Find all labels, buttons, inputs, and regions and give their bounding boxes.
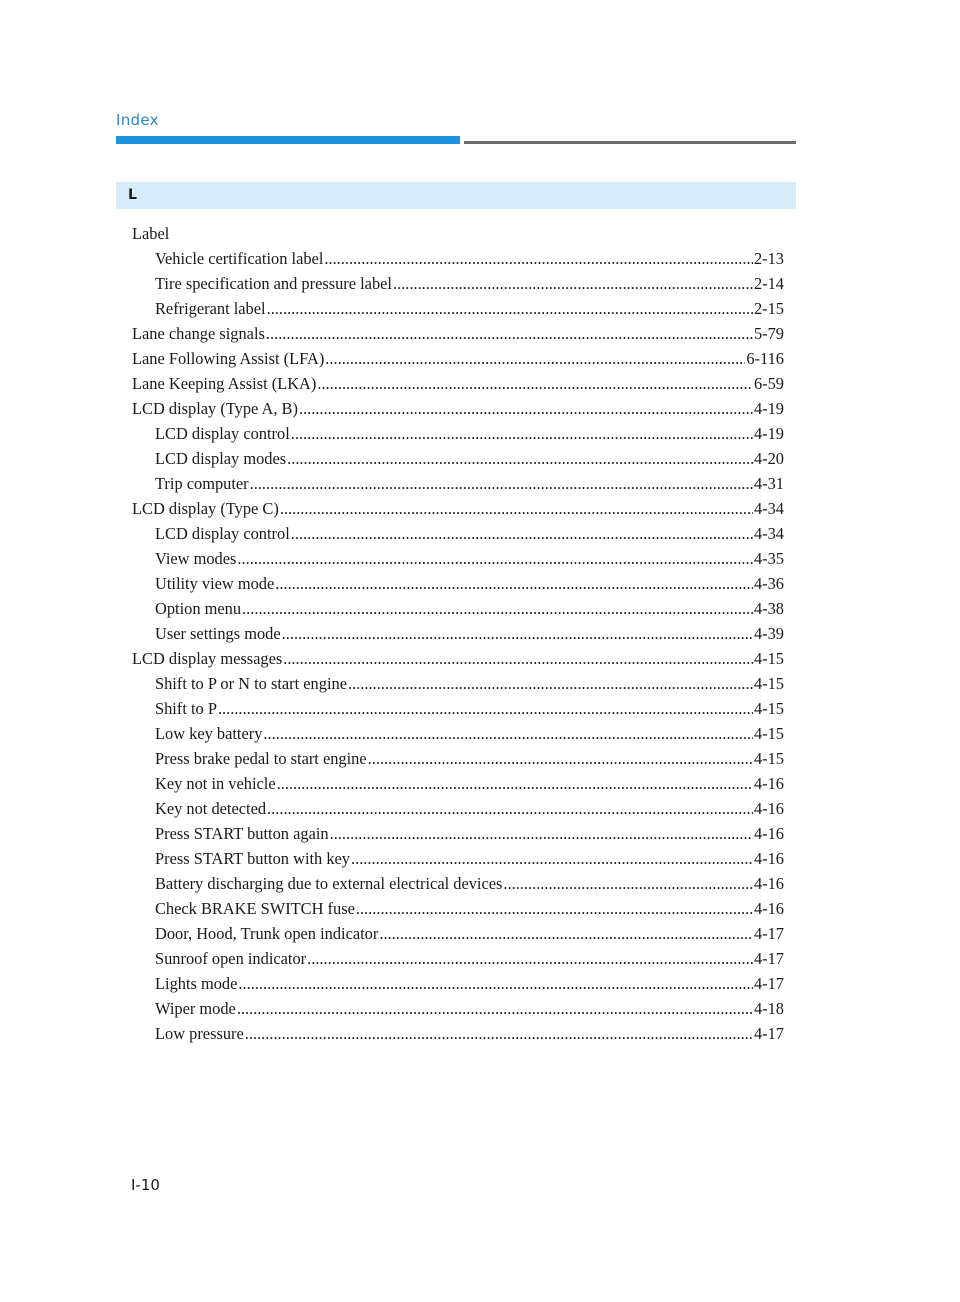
dot-leader <box>287 446 753 471</box>
index-entry-list <box>132 221 784 1046</box>
index-subentry <box>132 546 784 571</box>
index-term: Low pressure <box>155 1024 244 1043</box>
dot-leader <box>324 246 753 271</box>
dot-leader <box>291 421 753 446</box>
index-page-ref[interactable]: 4-16 <box>753 874 784 893</box>
index-term: Lane change signals <box>132 324 265 343</box>
index-entry <box>132 646 784 671</box>
index-page-ref[interactable]: 4-15 <box>753 724 784 743</box>
index-entry <box>132 221 784 246</box>
index-page-ref[interactable]: 4-39 <box>753 624 784 643</box>
index-page-ref[interactable]: 4-19 <box>753 399 784 418</box>
index-term: Press brake pedal to start engine <box>155 749 367 768</box>
index-page-ref[interactable]: 4-15 <box>753 699 784 718</box>
index-term: LCD display modes <box>155 449 287 468</box>
index-page-ref[interactable]: 2-13 <box>753 249 784 268</box>
index-page-ref[interactable]: 4-17 <box>753 924 784 943</box>
dot-leader <box>299 396 753 421</box>
index-page-ref[interactable]: 4-34 <box>753 524 784 543</box>
index-page-ref[interactable]: 2-15 <box>753 299 784 318</box>
index-term: Trip computer <box>155 474 249 493</box>
index-page-ref[interactable]: 4-15 <box>753 649 784 668</box>
index-subentry <box>132 1021 784 1046</box>
index-page-ref[interactable]: 4-18 <box>753 999 784 1018</box>
dot-leader <box>263 721 753 746</box>
index-subentry <box>132 746 784 771</box>
index-term: Option menu <box>155 599 242 618</box>
index-page-ref[interactable]: 4-34 <box>753 499 784 518</box>
index-term: Key not in vehicle <box>155 774 276 793</box>
index-subentry <box>132 696 784 721</box>
header-rule <box>464 141 796 144</box>
dot-leader <box>368 746 753 771</box>
index-term: LCD display messages <box>132 649 283 668</box>
index-subentry <box>132 771 784 796</box>
index-term: Lane Keeping Assist (LKA) <box>132 374 317 393</box>
index-term: Utility view mode <box>155 574 275 593</box>
index-subentry <box>132 446 784 471</box>
index-subentry <box>132 796 784 821</box>
section-letter: L <box>128 187 137 203</box>
index-subentry <box>132 471 784 496</box>
index-term: Press START button with key <box>155 849 351 868</box>
dot-leader <box>277 771 753 796</box>
index-entry <box>132 371 784 396</box>
index-subentry <box>132 271 784 296</box>
index-page-ref[interactable]: 4-16 <box>753 849 784 868</box>
index-subentry <box>132 621 784 646</box>
index-term: LCD display (Type A, B) <box>132 399 298 418</box>
index-subentry <box>132 896 784 921</box>
index-subentry <box>132 996 784 1021</box>
page-number: I-10 <box>131 1176 160 1194</box>
index-page-ref[interactable]: 4-17 <box>753 949 784 968</box>
index-term: Battery discharging due to external electrical devices <box>155 874 503 893</box>
index-term: Wiper mode <box>155 999 236 1018</box>
index-term: LCD display control <box>155 524 290 543</box>
index-page-ref[interactable]: 4-16 <box>753 799 784 818</box>
index-term: Sunroof open indicator <box>155 949 307 968</box>
dot-leader <box>280 496 753 521</box>
index-page-ref[interactable]: 4-35 <box>753 549 784 568</box>
index-term: Door, Hood, Trunk open indicator <box>155 924 379 943</box>
index-term: Refrigerant label <box>155 299 266 318</box>
index-term: Shift to P or N to start engine <box>155 674 347 693</box>
index-subentry <box>132 921 784 946</box>
header-accent-bar <box>116 136 460 144</box>
index-subentry <box>132 821 784 846</box>
dot-leader <box>245 1021 753 1046</box>
dot-leader <box>393 271 753 296</box>
dot-leader <box>330 821 753 846</box>
dot-leader <box>291 521 753 546</box>
index-term: LCD display (Type C) <box>132 499 279 518</box>
index-entry <box>132 321 784 346</box>
dot-leader <box>237 546 753 571</box>
index-term: Low key battery <box>155 724 263 743</box>
section-heading-band <box>116 182 796 209</box>
dot-leader <box>218 696 753 721</box>
index-term: Lights mode <box>155 974 238 993</box>
dot-leader <box>348 671 753 696</box>
dot-leader <box>267 296 753 321</box>
index-page-ref[interactable]: 6-59 <box>753 374 784 393</box>
index-page-ref[interactable]: 5-79 <box>753 324 784 343</box>
dot-leader <box>267 796 753 821</box>
dot-leader <box>307 946 753 971</box>
index-subentry <box>132 671 784 696</box>
index-page-ref[interactable]: 4-15 <box>753 674 784 693</box>
index-page-ref[interactable]: 4-15 <box>753 749 784 768</box>
index-term: Key not detected <box>155 799 267 818</box>
index-page-ref[interactable]: 4-16 <box>753 774 784 793</box>
index-subentry <box>132 571 784 596</box>
index-term: Press START button again <box>155 824 329 843</box>
index-page-ref[interactable]: 6-116 <box>746 349 784 368</box>
dot-leader <box>283 646 753 671</box>
index-page-ref[interactable]: 2-14 <box>753 274 784 293</box>
dot-leader <box>379 921 753 946</box>
index-subentry <box>132 871 784 896</box>
dot-leader <box>266 321 753 346</box>
index-term: View modes <box>155 549 237 568</box>
dot-leader <box>275 571 753 596</box>
index-page-ref[interactable]: 4-38 <box>753 599 784 618</box>
index-subentry <box>132 521 784 546</box>
index-entry <box>132 396 784 421</box>
index-subentry <box>132 721 784 746</box>
dot-leader <box>356 896 753 921</box>
index-term: Tire specification and pressure label <box>155 274 392 293</box>
index-term: Lane Following Assist (LFA) <box>132 349 325 368</box>
index-term: User settings mode <box>155 624 281 643</box>
index-page-ref[interactable]: 4-31 <box>753 474 784 493</box>
index-term: Check BRAKE SWITCH fuse <box>155 899 355 918</box>
index-subentry <box>132 971 784 996</box>
dot-leader <box>238 971 753 996</box>
index-subentry <box>132 946 784 971</box>
index-page-ref[interactable]: 4-17 <box>753 974 784 993</box>
dot-leader <box>242 596 753 621</box>
index-subentry <box>132 596 784 621</box>
dot-leader <box>317 371 753 396</box>
dot-leader <box>351 846 753 871</box>
index-entry <box>132 346 784 371</box>
dot-leader <box>237 996 753 1021</box>
index-page-ref[interactable]: 4-16 <box>753 899 784 918</box>
index-subentry <box>132 421 784 446</box>
index-page-ref[interactable]: 4-20 <box>753 449 784 468</box>
index-page-ref[interactable]: 4-16 <box>753 824 784 843</box>
dot-leader <box>325 346 745 371</box>
dot-leader <box>282 621 753 646</box>
index-subentry <box>132 846 784 871</box>
index-subentry <box>132 246 784 271</box>
index-term: Vehicle certification label <box>155 249 324 268</box>
index-term: Shift to P <box>155 699 217 718</box>
index-page-ref[interactable]: 4-19 <box>753 424 784 443</box>
index-term: Label <box>132 224 170 243</box>
page-header-title: Index <box>116 111 159 129</box>
dot-leader <box>503 871 753 896</box>
dot-leader <box>250 471 753 496</box>
index-subentry <box>132 296 784 321</box>
index-term: LCD display control <box>155 424 290 443</box>
index-entry <box>132 496 784 521</box>
index-page-ref[interactable]: 4-17 <box>753 1024 784 1043</box>
index-page-ref[interactable]: 4-36 <box>753 574 784 593</box>
